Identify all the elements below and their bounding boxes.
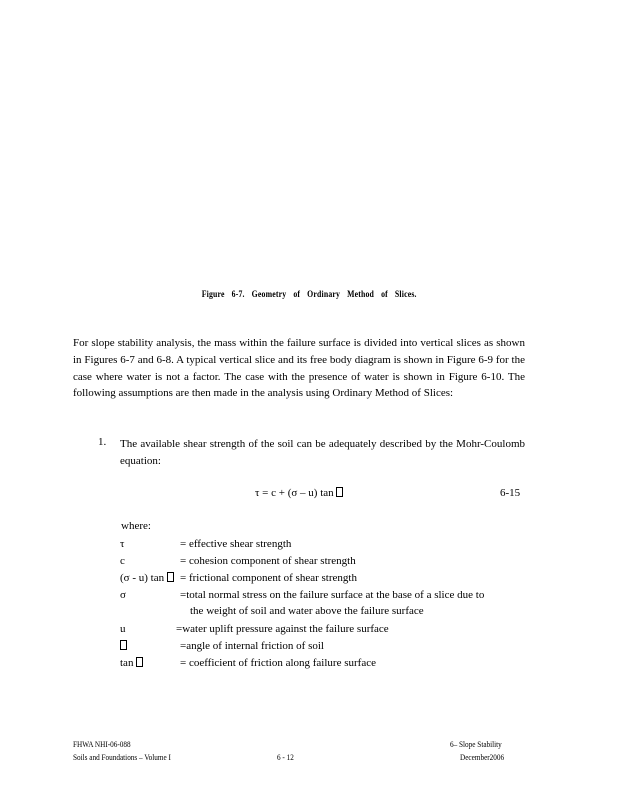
definition-text: = cohesion component of shear strength bbox=[180, 555, 356, 567]
definition-symbol: (σ - u) tan bbox=[120, 572, 174, 584]
body-paragraph bbox=[73, 335, 525, 402]
equation-number: 6-15 bbox=[500, 487, 521, 499]
definition-text: =total normal stress on the failure surface at the base of a slice due to bbox=[180, 589, 485, 601]
paragraph-text: For slope stability analysis, the mass within the failure surface is divided into vertical slices as shown in Figures 6-7 and 6-8. A typical vertical slice and its free body diagram is shown in Figure 6-9 for the case where water is not a factor. The case with the presence of water is shown in Figure 6-10. The following assumptions are then made in the analysis using Ordinary Method of Slices: bbox=[73, 337, 525, 400]
equation bbox=[255, 487, 343, 499]
definition-text: = coefficient of friction along failure surface bbox=[180, 657, 376, 669]
figure-caption: Figure 6-7. Geometry of Ordinary Method of Slices. bbox=[201, 290, 417, 300]
definition-text: the weight of soil and water above the failure surface bbox=[190, 605, 424, 617]
footer-date: December2006 bbox=[460, 752, 505, 762]
definition-text: = effective shear strength bbox=[180, 538, 292, 550]
definition-symbol: τ bbox=[120, 538, 125, 550]
phi-placeholder-icon bbox=[120, 640, 127, 650]
footer-chapter-title: 6– Slope Stability bbox=[450, 739, 502, 749]
definition-text: = frictional component of shear strength bbox=[180, 572, 357, 584]
definition-symbol bbox=[120, 640, 127, 652]
phi-placeholder-icon bbox=[167, 572, 174, 582]
definition-text: =angle of internal friction of soil bbox=[180, 640, 324, 652]
definition-text: =water uplift pressure against the failure surface bbox=[176, 623, 389, 635]
footer-page-number: 6 - 12 bbox=[277, 752, 294, 762]
equation-formula: τ = c + (σ – u) tan bbox=[255, 487, 334, 499]
definition-symbol: c bbox=[120, 555, 125, 567]
definition-symbol: tan bbox=[120, 657, 143, 669]
definition-symbol: σ bbox=[120, 589, 126, 601]
list-item-text: The available shear strength of the soil can be adequately described by the Mohr-Coulomb equation: bbox=[120, 438, 525, 467]
where-label: where: bbox=[121, 520, 151, 532]
footer-publication-title: Soils and Foundations – Volume I bbox=[73, 752, 171, 762]
definition-symbol: u bbox=[120, 623, 126, 635]
phi-placeholder-icon bbox=[336, 487, 343, 497]
phi-placeholder-icon bbox=[136, 657, 143, 667]
list-item-number: 1. bbox=[98, 436, 107, 448]
footer-publication-id: FHWA NHI-06-088 bbox=[73, 739, 131, 749]
